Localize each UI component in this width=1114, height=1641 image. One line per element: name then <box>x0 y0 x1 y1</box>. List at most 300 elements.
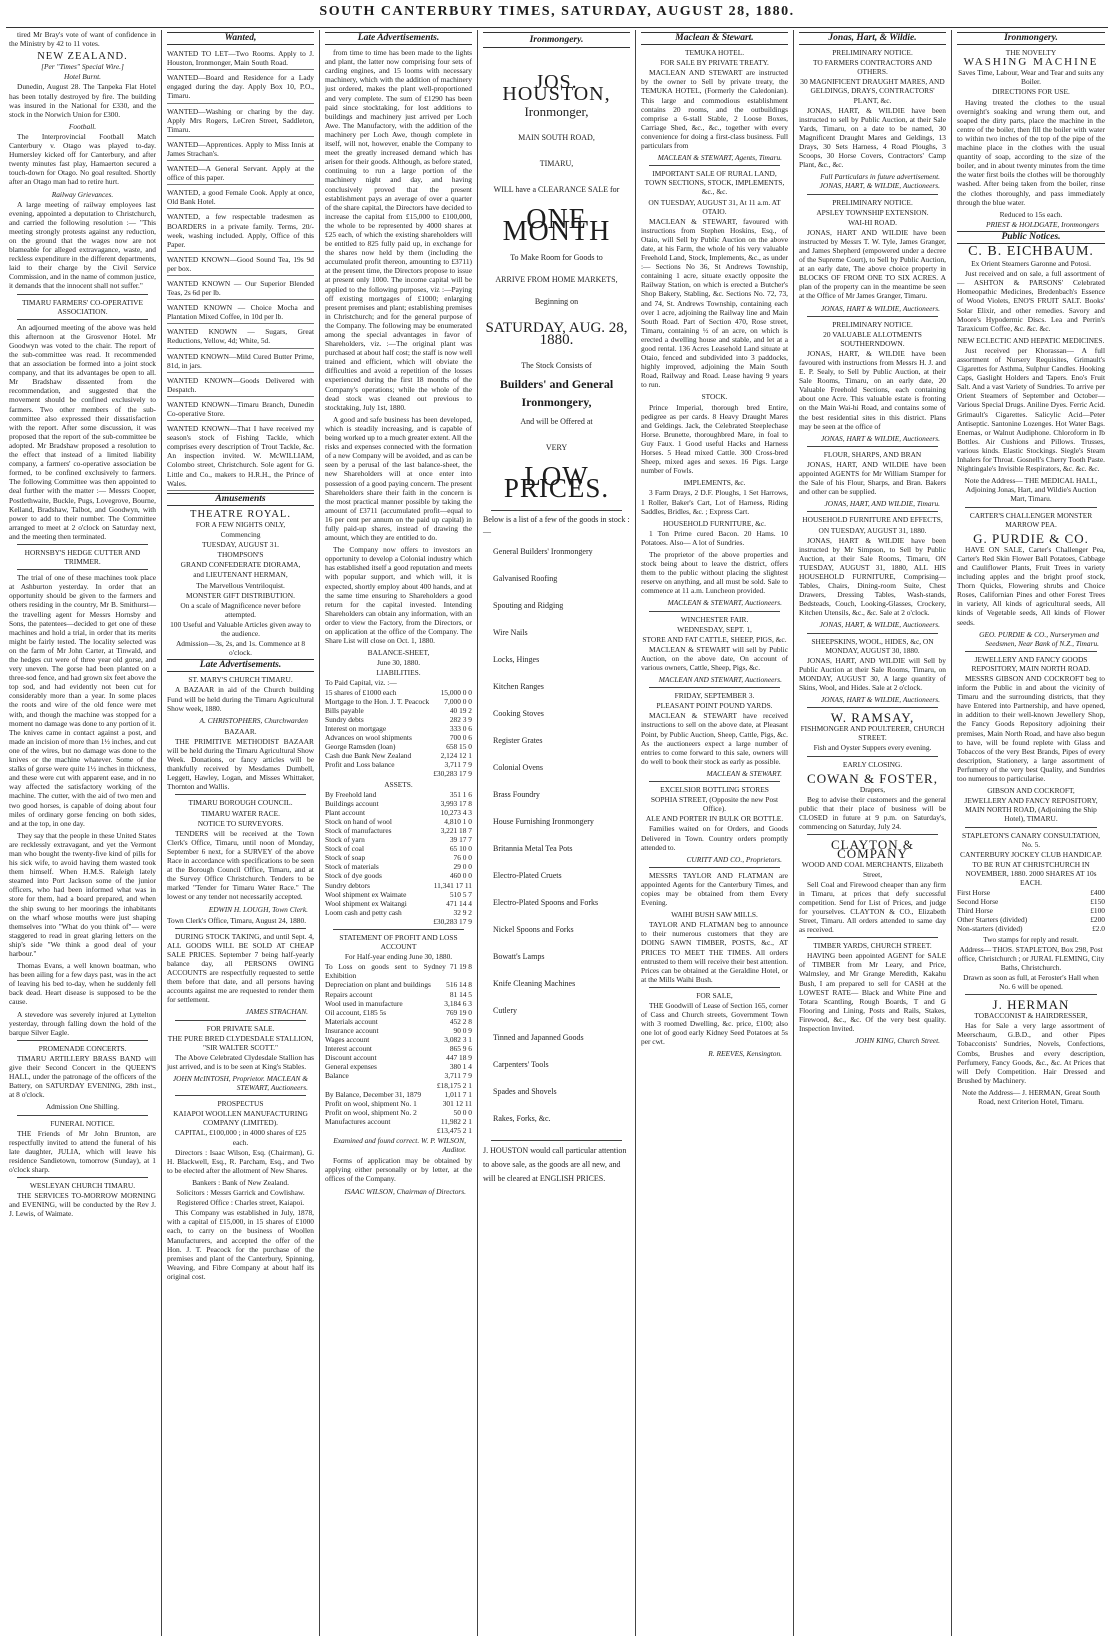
stock-item: Spades and Shovels <box>493 1087 557 1096</box>
hornsby-text: The trial of one of these machines took place at Ashburton yesterday. In order that an opportunity should be given to the farmers and others residing in the country, Mr B. Smithurst—the travelling agent for Messrs Hornsby and Sons, the patentees—decided to get one of these machines and hold a trial, in order that its merits might be fairly tested. The locality selected was on the farm of Mr John Carter, at Tinwald, and the hedges cut were of three year old gorse, and very uneven. The gorse had been planted on a three-sod fence, and had grown six feet above the top sod, and had evidently not been cut for considerably more than a year. In some places the roots and wire of the old fence were met with, and though the machine was stopped for a moment no damage was done to any portion of it. The knives came in contact against a post, and made an incision of more than 1½ inches, and cut one of the wires, but no damage was done to the knives or the machine whatever. Some of the stalks of gorse were quite 1½ inches in thickness, and these were cut with apparent ease, and in no way affected the satisfactory working of the machine. The cutter, with the aid of two men and two good horses, is capable of doing about four miles of ordinary gorse fencing on both sides, and at the top, in one day. <box>9 573 156 828</box>
eichbaum-subtitle: Ex Orient Steamers Garonne and Potosi. <box>971 259 1091 269</box>
prize-row-amount: £150 <box>1090 897 1105 907</box>
liability-row <box>325 715 472 724</box>
borough-heading: TIMARU BOROUGH COUNCIL. <box>188 798 293 808</box>
asset-row-amount: 65 10 0 <box>449 844 472 854</box>
jewellery-heading: JEWELLERY AND FANCY GOODS REPOSITORY, MAIN NORTH ROAD. <box>971 654 1091 673</box>
winchester-heading: WINCHESTER FAIR. <box>680 614 749 624</box>
novelty-label: THE NOVELTY <box>1005 48 1057 58</box>
clayton-heading: CLAYTON & COMPANY <box>830 837 915 862</box>
column-5 <box>636 30 794 1636</box>
flour-signature: JONAS, HART, AND WILDIE, Timaru. <box>824 499 940 509</box>
herman-title: J. HERMAN <box>992 997 1070 1013</box>
pl-row-label: Oil account, £185 5s <box>325 1007 387 1017</box>
pl-row-amount: 3,082 3 1 <box>444 1035 472 1045</box>
one-month: ONE MONTH <box>502 204 611 247</box>
stock-item: Register Grates <box>493 736 543 745</box>
liabilities-table <box>325 678 472 778</box>
pl-row-amount: £18,175 2 1 <box>436 1080 472 1090</box>
purdie-title: G. PURDIE & CO. <box>973 530 1089 546</box>
assets-heading: ASSETS. <box>384 779 413 789</box>
furniture-signature: JONAS, HART, & WILDIE, Auctioneers. <box>819 620 940 630</box>
pl-row-label: To Loss on goods sent to Sydney Exhibition <box>325 962 446 981</box>
winchester-text: MACLEAN & STEWART will sell by Public Auction, on the above date, On account of various owners, Cattle, Sheep, Pigs, &c. <box>641 644 788 672</box>
pl-row <box>325 1071 472 1080</box>
stock-item: Britannia Metal Tea Pots <box>493 844 573 853</box>
asset-row <box>325 808 472 817</box>
jewellery-signature: GIBSON AND COCKROFT, <box>987 786 1075 796</box>
liability-row <box>325 706 472 715</box>
balance-date: June 30, 1880. <box>376 658 421 668</box>
kaiapoi-text: This Company was established in July, 1878, with a capital of £15,000, in 15 shares of £1000 each, to carry on the business of Woollen Manufacturers, and accepted the offer of the Hon. J. T. Peacock for the purchase of the premises and plant of the Canterbury, Spinning, Weaving, and Fibre Company at about half its original cost. <box>167 1208 314 1281</box>
asset-row-label: Wool shipment ex Waimate <box>325 889 407 899</box>
stock-item: Knife Cleaning Machines <box>493 979 576 988</box>
liability-row-label: Advances on wool shipments <box>325 733 412 743</box>
maclean-heading: Maclean & Stewart. <box>641 32 788 45</box>
allotments-text: JONAS, HART, & WILDIE have been favoured with instructions from Messrs H. J. and E. P. Sealy, to Sell by Public Auction, at their Sale Rooms, Timaru, on an early date, 20 Valuable Freehold Sections, each containing about one Acre. This valuable estate is fronting on the Main Wai-hi Road, and contains some of the best residential sites in this district. Plans may be seen at the office of <box>799 348 946 431</box>
kaiapoi-body: from time to time has been made to the lights and plant, the latter now comprising four sets of carding engines, and 15 looms with necessary machinery, which with the addition of machinery just ordered, makes the plant well-proportioned and very complete. The sum of £1290 has been paid since stocktaking, for lost additions to buildings and machinery just arrived per Loch Awe. The Manufactory, with the addition of the machinery per Loch Awe, though complete in itself, will not, however, enable the Company to meet the greatly increased demand which has arisen for their goods. Although, as before stated, continuing to run a large portion of the machinery night and day, and having conclusively proved that the present establishment pays an average of over a quarter of the share capital, the Directors have decided to increase the capital from £15,000 to £100,000, the whole to be represented by 4000 shares at £25 each, of which the existing shareholders will be entitled to 825 fully paid up, in exchange for the shares now held by them (including the accumulated profit thereon, amounting to £3711) at the present time, the Directors propose to issue at present only 1000. The income capital will be applied to the following purposes, viz :—Paying off existing mortgages of £1000; enlarging present premises and plant; establishing premises in Christchurch; and for the general purpose of the Company. The following may be enumerated among the special advantages in favor of Shareholders, viz. :—The original plant was purchased at about half cost; the staff is now well trained and efficient, which will obviate the difficulties and avoid a repetition of the losses experienced during the first 18 months of the Company's operations; while the whole of the dead stock was cleaned out previous to stocktaking, July 1st, 1880. <box>325 48 472 412</box>
asset-row <box>325 853 472 862</box>
directions-text: Having treated the clothes to the usual overnight's soaking and wrung them out, and soaped the dirty parts, place the machine in the centre of the boiler, then fill the boiler with water to within two inches of the top of the pipe of the machine place in the clothes with the usual quantity of soap, according to the size of the boiler, and in about twenty minutes from the time the water first boils the clothes will be thoroughly washed. After being taken from the boiler, rinse the clothes thoroughly, and pass immediately through the blue water. <box>957 97 1105 207</box>
eclectic-text: Just received per Khorassan— A full assortment of Nursery Requisites, Grimault's Cigarettes for Asthma, Sulphur Candles. Hooking Caps, Gaslight Holders and Tapers. Eno's Fruit Salt. And a vast Variety of Sundries. To arrive per Orient Steamers of September and October— Various Special Drugs. Aniline Dyes. Ferric Acid. Grimault's Cigarettes. Salicylic Acid—Peter Antiseptic. Santonine Lozenges. Hot Water Bags. Enemas, or Walnut Audiphone. Chloroform in Ib Bottles. Air Cushions and Pillows. Trusses, various kinds. Elastic Stockings. Siegle's Steam Inhalers for Throat. Gosnell's Cherry Tooth Paste. Nightingale's Invisible Respirators, &c. &c. &c. <box>957 345 1105 474</box>
houston-will: WILL have a CLEARANCE SALE for <box>493 185 620 194</box>
columns <box>4 30 1110 1636</box>
kaiapoi-directors: Directors : Isaac Wilson, Esq. (Chairman), G. H. Blackwell, Esq., R. Parcham, Esq., and Two to be elected after the allotment of New Shares. <box>167 1147 314 1175</box>
pl-row-amount: 380 1 4 <box>449 1062 472 1072</box>
stmarys-text: A BAZAAR in aid of the Church building Fund will be held during the Timaru Agricultural Show week, 1880. <box>167 685 314 713</box>
wanted-ads-list <box>167 48 314 491</box>
pl-credit-row-amount: 301 12 11 <box>442 1098 472 1108</box>
pleasant-date: FRIDAY, SEPTEMBER 3. <box>674 691 755 701</box>
divider <box>175 794 306 795</box>
prelim-heading: PRELIMINARY NOTICE. <box>832 48 913 58</box>
divider <box>333 929 464 930</box>
farmers-heading: TIMARU FARMERS' CO-OPERATIVE ASSOCIATION. <box>21 297 144 316</box>
hotel-heading: Hotel Burnt. <box>64 72 101 82</box>
pl-row-amount: 516 14 8 <box>446 980 472 990</box>
stock-heading: STOCK. <box>701 392 728 402</box>
horses-text: JONAS, HART, & WILDIE have been instructed to sell by Public Auction, at their Sale Yards, Timaru, on a date to be named, 30 Magnificent Draught Mares and Geldings, 13 Drays, 30 Sets Harness, 4 Road Ploughs, 3 Scoops, 30 Horse Covers, Contractors' Camp Plant, &c., &c. <box>799 105 946 170</box>
pl-credit-row <box>325 1117 472 1126</box>
winchester-date: WEDNESDAY, SEPT. 1, <box>677 624 752 634</box>
asset-row <box>325 790 472 799</box>
prize-row-amount: £200 <box>1090 915 1105 925</box>
kaiapoi-solicitors: Solicitors : Messrs Garrick and Cowlishaw. <box>176 1188 305 1198</box>
pl-row <box>325 990 472 999</box>
stock-item: Bowatt's Lamps <box>493 952 545 961</box>
stmarys-signature: A. CHRISTOPHERS, Churchwarden <box>199 715 308 725</box>
asset-row <box>325 871 472 880</box>
houston-address: MAIN SOUTH ROAD, <box>518 133 595 142</box>
reduced-price: Reduced to 15s each. <box>999 209 1063 219</box>
ironmongery-heading: Ironmongery. <box>483 32 630 48</box>
household-heading: HOUSEHOLD FURNITURE, &c. <box>662 518 767 528</box>
purdie-text: HAVE ON SALE, Carter's Challenger Pea, Carter's Red Skin Flower Ball Potatoes, Cabbage and Cauliflower Plants, Fruit Trees in variety including apples and the bright proof stock, Thorn Quicks, Flowering shrubs and Choice Roses, Californian Pines and other Forest Trees in variety, All kinds of agricultural seeds, All kinds of Vegetable seeds, All kinds of Flower seeds. <box>957 544 1105 627</box>
liability-row-amount: 700 0 6 <box>449 733 472 743</box>
divider <box>807 316 938 317</box>
pl-credit-row <box>325 1126 472 1135</box>
pl-row-amount: 3,711 7 9 <box>444 1071 472 1081</box>
amusements-heading: Amusements <box>167 493 314 506</box>
forsale-signature: R. REEVES, Kensington. <box>708 1049 782 1059</box>
arrive-home: ARRIVE FROM HOME MARKETS, <box>495 275 618 284</box>
asset-row-amount: 10,273 4 3 <box>440 807 472 817</box>
asset-row <box>325 826 472 835</box>
household-text: 1 Ton Prime cured Bacon. 20 Hams. 10 Potatoes. Also— A lot of Sundries. <box>641 528 788 547</box>
balance-heading: BALANCE-SHEET, <box>367 648 430 658</box>
divider <box>17 1115 148 1116</box>
implements-heading: IMPLEMENTS, &c. <box>683 478 746 488</box>
masthead-title: SOUTH CANTERBURY TIMES, SATURDAY, AUGUST 28, 1880. <box>319 4 795 19</box>
liability-row <box>325 769 472 778</box>
borough-text: TENDERS will be received at the Town Clerk's Office, Timaru, until noon of Monday, September 6 next, for a SURVEY of the above Race in accordance with specifications to be seen at the Borough Council Office, Timaru, and at the Survey Office Christchurch. Tenders to be marked "Tender for Timaru Water Race." The lowest or any tender not necessarily accepted. <box>167 828 314 902</box>
stock-item: Spouting and Ridging <box>493 601 564 610</box>
prize-row-label: First Horse <box>957 888 991 898</box>
liability-row-amount: 2,124 12 1 <box>440 751 472 761</box>
stock-item: Nickel Spoons and Forks <box>493 925 574 934</box>
ironmongery-label: Ironmongery, <box>521 395 592 409</box>
stock-item: Wire Nails <box>493 628 528 637</box>
pl-credit-row-label: Profit on wool, shipment No. 2 <box>325 1107 417 1117</box>
houston-trade: Ironmonger, <box>524 104 589 119</box>
prize-row-label: Third Horse <box>957 906 993 916</box>
stock-item: House Furnishing Ironmongery <box>493 817 594 826</box>
timber-text: HAVING been appointed AGENT for SALE of TIMBER from Mr Leary, and Price, Walmsley, and Mr Grange Meredith, Kakahu Bush, I am prepared to sell for CASH at the LOWEST RATE— Black and White Pine and Totara Scantling, Rough Boards, T and G Flooring and Lining, Posts and Rails, Stakes, Firewood, &c., &c. Of the very best quality. Inspection Invited. <box>799 951 946 1033</box>
asset-row-amount: £30,283 17 9 <box>433 916 472 926</box>
divider <box>17 1177 148 1178</box>
builders-general: Builders' and General <box>499 377 614 391</box>
railway-heading: Railway Grievances. <box>51 189 114 199</box>
liability-row-label: Interest on mortgage <box>325 723 387 733</box>
clydesdale-signature: JOHN McINTOSH, Proprietor. MACLEAN & STEWART, Auctioneers. <box>172 1074 308 1093</box>
hornsby-heading: HORNSBY'S HEDGE CUTTER AND TRIMMER. <box>24 547 141 567</box>
asset-row-amount: 471 14 4 <box>446 898 472 908</box>
divider <box>649 987 780 988</box>
eclectic-heading: NEW ECLECTIC AND HEPATIC MEDICINES. <box>957 335 1105 345</box>
liability-row-label: Bills payable <box>325 705 364 715</box>
pl-row-amount: 71 19 8 <box>449 962 472 972</box>
stock-item: Electro-Plated Cruets <box>493 871 562 880</box>
divider <box>965 827 1097 828</box>
assets-table <box>325 790 472 926</box>
wesleyan-text: THE SERVICES TO-MORROW MORNING and EVENING, will be conducted by the Rev J. J. Lewis, of Waimate. <box>9 1191 156 1219</box>
divider <box>17 569 148 570</box>
prelim-subheading: TO FARMERS CONTRACTORS AND OTHERS. <box>813 58 932 77</box>
rural-date: ON TUESDAY, AUGUST 31, At 11 a.m. AT OTAIO. <box>648 197 781 216</box>
herman-text: Has for Sale a very large assortment of Meerschaum, G.B.D., and other Pipes Tobacconists' Sundries, Novels, Confections, Combs, Brushes and every description, Perfumery, Fancy Goods, &c., &c. At Prices that will Defy Competition. Hair Dressed and Brushed by Machinery. <box>957 1021 1105 1085</box>
asset-row <box>325 917 472 926</box>
railway-text: A large meeting of railway employees last evening, appointed a deputation to Christchurch, and carried the following resolution :— "This meeting strongly protests against any reduction, on the ground that the wages now are not blameable for alleged extravagance, waste, and reckless expenditure in the different departments, laid to their charge by the Civil Service Commission, and in the name of common justice, it demands that the innocent shall not suffer." <box>9 199 156 291</box>
stock-item: Locks, Hinges <box>493 655 540 664</box>
skins-heading: SHEEPSKINS, WOOL, HIDES, &c, ON MONDAY, AUGUST 30, 1880. <box>811 636 934 655</box>
asset-row <box>325 890 472 899</box>
stock-item: Galvanised Roofing <box>493 574 558 583</box>
stock-item: Kitchen Ranges <box>493 682 544 691</box>
offered-at: And will be Offered at <box>520 417 593 426</box>
asset-row-amount: 11,341 17 11 <box>433 880 472 890</box>
wanted-ad: WANTED KNOWN—Goods Delivered with Despatch. <box>167 375 314 397</box>
divider <box>807 937 938 938</box>
divider <box>17 294 148 295</box>
theatre-title: THEATRE ROYAL. <box>190 508 291 520</box>
pl-row-label: Wool used in manufacture <box>325 998 403 1008</box>
prize-row-label: Other Starters (divided) <box>957 915 1028 925</box>
wanted-ad: WANTED KNOWN—Good Sound Tea, 19s 9d per box. <box>167 254 314 276</box>
skins-signature: JONAS, HART & WILDIE, Auctioneers. <box>821 695 940 705</box>
column-2 <box>162 30 320 1636</box>
pl-row <box>325 1035 472 1044</box>
theatre-line: FOR A FEW NIGHTS ONLY, <box>195 519 286 529</box>
pl-subheading: For Half-year ending June 30, 1880. <box>344 952 453 962</box>
wanted-ad: WANTED KNOWN—That I have received my season's stock of Fishing Tackle, which comprises every description of Trout Tackle, &c. An inspection invited. W. McWILLIAM, Colombo street, Christchurch. Sole agent for G. Little and Co., makers to H.R.H., the Prince of Wales. <box>167 423 314 491</box>
medical-hall-address: Note the Address— THE MEDICAL HALL, Adjoining Jonas, Hart, and Wildie's Auction Mart, Timaru. <box>964 476 1098 504</box>
prize-row-label: Non-starters (divided) <box>957 924 1023 934</box>
canary-stamps: Two stamps for reply and result. <box>983 934 1079 944</box>
stmarys-heading: ST. MARY'S CHURCH TIMARU. <box>188 675 293 685</box>
make-room: To Make Room for Goods to <box>510 253 603 262</box>
liability-row <box>325 733 472 742</box>
apsley-signature: JONAS, HART & WILDIE, Auctioneers. <box>821 303 940 313</box>
pl-row-amount: 3,184 6 3 <box>444 998 472 1008</box>
promenade-admission: Admission One Shilling. <box>45 1102 120 1112</box>
liability-row-amount: 333 0 6 <box>449 723 472 733</box>
asset-row-amount: 39 17 7 <box>449 835 472 845</box>
liability-row-label: Sundry debts <box>325 714 364 724</box>
allotments-signature: JONAS, HART & WILDIE, Auctioneers. <box>821 433 940 443</box>
beginning: Beginning on <box>534 297 579 306</box>
forsale-text: THE Goodwill of Lease of Section 165, corner of Cass and Church streets, Government Town with 3 roomed Dwelling, &c. price, £100; also one lot of good early Kidney Seed Potatoes at 5s per cwt. <box>641 1001 788 1047</box>
theatre-line: THOMPSON'S <box>217 550 264 560</box>
liability-row-label: Cash due Bank New Zealand <box>325 751 412 761</box>
divider <box>491 1140 622 1141</box>
divider <box>965 994 1097 995</box>
promenade-text: TIMARU ARTILLERY BRASS BAND will give their Second Concert in the QUEEN'S HALL, under the patronage of the officers of the Battery, on SATURDAY EVENING, 28th inst., at 8 o'clock. <box>9 1053 156 1100</box>
pl-row-amount: 81 14 5 <box>449 989 472 999</box>
clayton-subheading: WOOD AND COAL MERCHANTS, Elizabeth Street, <box>801 860 944 879</box>
theatre-line: MONSTER GIFT DISTRIBUTION. <box>186 590 295 600</box>
liability-row-amount: 3,711 7 9 <box>444 760 472 770</box>
wanted-ad: WANTED KNOWN — Our Superior Blended Teas, 2s 6d per lb. <box>167 278 314 300</box>
horses-signature: Full Particulars in future advertisement. JONAS, HART, & WILDIE, Auctioneers. <box>819 172 940 191</box>
divider <box>965 507 1097 508</box>
kaiapoi-bankers: Bankers : Bank of New Zealand. <box>192 1177 289 1187</box>
prize-row-amount: £2.0 <box>1092 924 1105 934</box>
liability-row-label: To Paid Capital, viz. :— <box>325 678 397 688</box>
public-notices-heading: Public Notices. <box>957 231 1105 244</box>
theatre-line: On a scale of Magnificence never before attempted. <box>180 600 301 619</box>
liability-row <box>325 760 472 769</box>
wanted-ad: WANTED, a good Female Cook. Apply at once, Old Bank Hotel. <box>167 187 314 209</box>
wanted-ad: WANTED KNOWN — Choice Mocha and Plantation Mixed Coffee, in 10d per lb. <box>167 302 314 324</box>
liability-row-amount: £30,283 17 9 <box>433 769 472 779</box>
asset-row-amount: 3,993 17 8 <box>440 798 472 808</box>
pl-row <box>325 999 472 1008</box>
liability-row-amount: 7,000 0 0 <box>444 696 472 706</box>
borough-date: Town Clerk's Office, Timaru, August 24, 1880. <box>167 915 307 925</box>
liability-row <box>325 724 472 733</box>
private-sale-heading: FOR PRIVATE SALE. <box>206 1023 275 1033</box>
bazaar-heading: BAZAAR. <box>224 726 257 736</box>
prelim2-heading: PRELIMINARY NOTICE. <box>832 197 913 207</box>
farmers-text: An adjourned meeting of the above was held this afternoon at the Grosvenor Hotel. Mr Goodwyn was voted to the chair. The report of the sub-committee was read. It recommended that an association be formed into a joint stock company, and that its advantages be open to all. Mr Bradshaw dissented from the recommendation, and suggested that the movement should be confined exclusively to farmers. Two other members of the sub-committee also expressed their dissatisfaction with the report. After some discussion, it was proposed that the report of the sub-committee be adopted. Mr Bradshaw proposed a resolution to the effect that instead of a limited liability company, a farmers' co-operative association be formed, to be confined exclusively to farmers. The following Committee was then appointed to deal further with the matter :— Messrs Cooper, Postlethwaite, Buckle, Pugs, Lovegrove, Bourne, Kelland, Bradshaw, Talbot, and Goodwyn, with power to add to their number. The Committee arranged to meet at 2 o'clock on Saturday next, and the meeting then terminated. <box>9 322 156 541</box>
divider <box>807 511 938 512</box>
houston-footer: J. HOUSTON would call particular attention to above sale, as the goods are all new, and will be cleared at ENGLISH PRICES. <box>483 1146 627 1183</box>
column-4 <box>478 30 636 1636</box>
promenade-heading: PROMENADE CONCERTS. <box>38 1043 127 1053</box>
prize-row-amount: £400 <box>1090 888 1105 898</box>
asset-row-label: Stock on hand of wool <box>325 816 392 826</box>
canary-drawn: Drawn as soon as full, at Feroster's Hall when No. 6 will be opened. <box>963 972 1099 991</box>
winchester-subheading: STORE AND FAT CATTLE, SHEEP, PIGS, &c. <box>642 634 787 644</box>
liability-row <box>325 678 472 687</box>
horses-heading: 30 MAGNIFICENT DRAUGHT MARES, AND GELDINGS, DRAYS, CONTRACTORS' PLANT, &c. <box>800 77 945 105</box>
asset-row-label: Loom cash and petty cash <box>325 907 402 917</box>
stocktaking-text: DURING STOCK TAKING, and until Sept. 4, ALL GOODS WILL BE SOLD AT CHEAP SALE PRICES. September 7 being half-yearly balance day, all PERSONS OWING ACCOUNTS are respectfully requested to settle them before that date, and all persons having accounts against me are requested to render them for settlement. <box>167 931 314 1005</box>
stock-item: Electro-Plated Spoons and Forks <box>493 898 599 907</box>
wanted-ad: WANTED TO LET—Two Rooms. Apply to J. Houston, Ironmonger, Main South Road. <box>167 48 314 70</box>
wanted-ad: WANTED KNOWN—Timaru Branch, Dunedin Co-operative Store. <box>167 399 314 421</box>
canary-signature: Address— THOS. STAPLETON, Box 298, Post office, Christchurch ; or JURAL FLEMING, City Baths, Christchurch. <box>957 944 1105 972</box>
timber-heading: TIMBER YARDS, CHURCH STREET. <box>813 941 932 951</box>
liability-row <box>325 742 472 751</box>
houston-town: TIMARU, <box>539 159 574 168</box>
theatre-line: GRAND CONFEDERATE DIORAMA, <box>180 560 301 570</box>
purdie-signature: GEO. PURDIE & CO., Nurserymen and Seedsmen, Near Bank of N.Z., Timaru. <box>979 629 1099 648</box>
waihi-text: TAYLOR AND FLATMAN beg to announce to their numerous customers that they are DOING SAWN TIMBER, POSTS, &c., AT PRICES TO MEET THE TIMES. All orders entrusted to them will receive their best attention. Prices can be obtained at the Geraldine Hotel, or at the Mills Waihi Bush. <box>641 920 788 984</box>
asset-row-label: Stock of coal <box>325 844 364 854</box>
wanted-ad: WANTED—Apprentices. Apply to Miss Innis at James Strachan's. <box>167 139 314 161</box>
liability-row-amount: 15,000 0 0 <box>440 687 472 697</box>
pleasant-signature: MACLEAN & STEWART. <box>706 768 782 778</box>
jewellery-signature-2: JEWELLERY AND FANCY REPOSITORY, MAIN NORTH ROAD, (Adjoining the Ship Hotel), TIMARU. <box>964 796 1098 824</box>
herman-subtitle: TOBACCONIST & HAIRDRESSER, <box>974 1011 1088 1021</box>
pl-row <box>325 1017 472 1026</box>
prospectus-heading: PROSPECTUS <box>217 1099 264 1109</box>
cowan-subheading: Drapers, <box>859 784 886 794</box>
pl-row <box>325 1044 472 1053</box>
pl-row-label: Wages account <box>325 1035 370 1045</box>
pl-credit-row-amount: £13,475 2 1 <box>436 1125 472 1135</box>
stock-item: Colonial Ovens <box>493 763 543 772</box>
washing-subtitle: Saves Time, Labour, Wear and Tear and suits any Boiler. <box>958 68 1104 87</box>
pl-credit-row-label: Profit on wool, shipment No. 1 <box>325 1098 417 1108</box>
evans-text: Thomas Evans, a well known boatman, who has been ailing for a few days past, was in the act of leaving his bed to-day, when he suddenly fell back dead. Heart disease is supposed to be the cause. <box>9 961 156 1007</box>
kaiapoi-office: Registered Office : Charles street, Kaiapoi. <box>176 1198 305 1208</box>
wanted-ad: WANTED—Board and Residence for a Lady engaged during the day. Apply Box 10, P.O., Timaru. <box>167 72 314 103</box>
excelsior-ale: ALE AND PORTER IN BULK OR BOTTLE. <box>645 814 784 824</box>
prize-row <box>957 897 1105 906</box>
liability-row-amount: 282 3 9 <box>449 714 472 724</box>
pl-row-amount: 769 19 0 <box>446 1007 472 1017</box>
divider <box>649 687 780 688</box>
asset-row-label: Plant account <box>325 807 366 817</box>
column-7 <box>952 30 1110 1636</box>
late-ads-heading-2: Late Advertisements. <box>325 32 472 45</box>
household-signature: MACLEAN & STEWART, Auctioneers. <box>667 598 782 608</box>
stock-item: Tinned and Japanned Goods <box>493 1033 584 1042</box>
column-6 <box>794 30 952 1636</box>
asset-row-label: Stock of manufactures <box>325 825 392 835</box>
asset-row-label: Stock of yarn <box>325 835 365 845</box>
waihi-heading: WAIHI BUSH SAW MILLS. <box>671 910 758 920</box>
nz-subtitle: [Per "Times" Special Wire.] <box>41 62 124 72</box>
divider <box>649 165 780 166</box>
liability-row <box>325 697 472 706</box>
kaiapoi-body-3: The Company now offers to investors an opportunity to develop a Colonial industry which has established itself a good reputation and meets with popular support, and which will, it is expected, shortly employ about 400 hands, and at the same time ensuring to Shareholders a good return for the capital invested. Intending Shareholders can obtain any information, with an order to view the Factory, from the Directors, or on application at the office of the Company. The Share List will close on Oct. 1, 1880. <box>325 545 472 646</box>
pl-row-label: Insurance account <box>325 1025 379 1035</box>
divider <box>649 867 780 868</box>
divider <box>175 1095 306 1096</box>
clydesdale-text: The Above Celebrated Clydesdale Stallion has just arrived, and is to be seen at King's Stables. <box>167 1052 314 1071</box>
excelsior-heading: EXCELSIOR BOTTLING STORES <box>660 785 769 795</box>
asset-row-label: Stock of soap <box>325 853 366 863</box>
divider <box>965 651 1097 652</box>
temuka-subheading: FOR SALE BY PRIVATE TREATY. <box>660 58 769 68</box>
pl-row <box>325 1008 472 1017</box>
divider <box>175 928 306 929</box>
canary-text: TO BE RUN AT CHRISTCHURCH IN NOVEMBER, 1880. 2000 SHARES AT 10s EACH. <box>965 859 1097 887</box>
low-prices: LOW PRICES. <box>503 461 610 503</box>
houston-name: JOS. HOUSTON, <box>502 71 611 105</box>
prize-row <box>957 915 1105 924</box>
stock-item: Carpenters' Tools <box>493 1060 549 1069</box>
canary-heading: STAPLETON'S CANARY CONSULTATION, No. 5. <box>961 830 1101 849</box>
furniture-text: JONAS, HART & WILDIE have been instructed by Mr Simpson, to Sell by Public Auction, at their Sale Rooms, Timaru, ON TUESDAY, AUGUST 31, 1880, ALL HIS HOUSEHOLD FURNITURE, Comprising— Tables, Chairs, Dining-room Suite, Chest Drawers, Dressing Tables, Wash-stands, Bedsteads, Couch, Looking-Glasses, Crockery, Kitchen Utensils, &c., &c. Sale at 2 o'clock. <box>799 535 946 618</box>
theatre-line: and LIEUTENANT HERMAN, <box>193 570 288 580</box>
jewellery-text: MESSRS GIBSON AND COCKROFT beg to inform the Public in and about the vicinity of Timaru and the surrounding districts, that they have Entered into Partnership, and have opened, in addition to their well-known Jewellery Shop, the Fancy Goods Repository adjoining their premises, Main North Road, and have also begun to have, will be found replete with Glass and Tobaccos of the very Best Brands, Pipes of every description, Stationery, a large assortment of Perfumery of the very best Quality, and Sundries too numerous to particularise. <box>957 674 1105 784</box>
priest-signature: PRIEST & HOLDGATE, Ironmongers <box>985 219 1099 229</box>
furniture-heading: HOUSEHOLD FURNITURE AND EFFECTS, <box>802 515 943 525</box>
eichbaum-title: C. B. EICHBAUM. <box>968 243 1094 259</box>
kaiapoi-body-2: A good and safe business has been developed, which is steadily increasing, and is capable of being worked up to a much greater extent. All the risks and expenses connected with the formation of a new Company will be avoided, and as can be seen by a perusal of the last balance-sheet, the new Shareholders will at once enter into possession of a good paying concern. The present Shareholders share their faith in the concern is the most practical manner possible by taking the amount of £3711 (accumulated profit—equal to 16 per cent per annum on the paid up capital) in fully paid-up shares, instead of drawing the amount, which they are entitled to do. <box>325 414 472 543</box>
taylor-text: MESSRS TAYLOR AND FLATMAN are appointed Agents for the Canterbury Times, and copies may be obtained from them Every Evening. <box>641 870 788 908</box>
asset-row-label: Buildings account <box>325 798 379 808</box>
theatre-line: The Marvellous Ventriloquist. <box>196 580 285 590</box>
pl-row <box>325 1026 472 1035</box>
temuka-heading: TEMUKA HOTEL. <box>684 48 745 58</box>
divider <box>807 834 938 835</box>
wanted-ad: WANTED, a few respectable tradesmen as BOARDERS in a private family. Terms, 20/- week, washing included. Apply, Office of this Paper. <box>167 211 314 251</box>
pl-row-label: Repairs account <box>325 989 373 999</box>
prize-row-amount: £100 <box>1090 906 1105 916</box>
liability-row-amount: 658 15 0 <box>446 742 472 752</box>
clayton-text: Sell Coal and Firewood cheaper than any firm in Timaru, at prices that defy successful competition. Send for List of Prices, and judge for yourselves. CLAYTON & CO., Elizabeth Street, Timaru. All orders attended to same day as received. <box>799 879 946 935</box>
theatre-lines <box>167 520 314 657</box>
pl-credit-row <box>325 1108 472 1117</box>
asset-row-amount: 510 5 7 <box>449 889 472 899</box>
asset-row-amount: 460 0 0 <box>449 871 472 881</box>
auditor-signature: Examined and found correct. W. P. WILSON, Auditor. <box>333 1136 466 1155</box>
forms-text: Forms of application may be obtained by applying either personally or by letter, at the offices of the Company. <box>325 1156 472 1184</box>
wanted-heading: Wanted, <box>167 32 314 45</box>
pl-row <box>325 1081 472 1090</box>
clydesdale-title: THE PURE BRED CLYDESDALE STALLION, "SIR WALTER SCOTT." <box>167 1033 314 1052</box>
stock-item: Cooking Stoves <box>493 709 544 718</box>
column-1 <box>4 30 162 1636</box>
stock-consists: The Stock Consists of <box>521 361 592 370</box>
pl-credit-row-label: By Balance, December 31, 1879 <box>325 1089 422 1099</box>
divider <box>649 611 780 612</box>
asset-row-label: Wool shipment ex Waitangi <box>325 898 407 908</box>
pl-row-amount: 865 9 6 <box>449 1044 472 1054</box>
divider <box>807 633 938 634</box>
pl-row-label: Discount account <box>325 1053 377 1063</box>
pl-row-label: Balance <box>325 1071 349 1081</box>
borough-notice: NOTICE TO SURVEYORS. <box>197 818 284 828</box>
prelim3-heading: PRELIMINARY NOTICE. <box>832 319 913 329</box>
theatre-line: TUESDAY, AUGUST 31. <box>201 540 280 550</box>
pl-credit-row <box>325 1099 472 1108</box>
